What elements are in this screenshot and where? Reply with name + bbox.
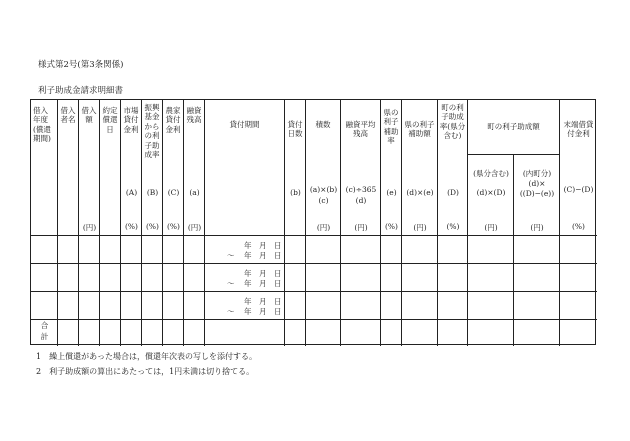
period-tilde: 〜 [227,307,235,316]
header-farm-rate: 農家貸付金利 [163,100,184,236]
total-cell [79,320,100,346]
header-town-rate: 町の利子助成率(県分含む) [438,100,468,236]
table-cell [438,264,468,292]
document-title: 利子助成金請求明細書 [38,86,124,96]
sym-dD: (d)×(D) [476,188,506,197]
table-cell [468,236,514,264]
unit-end-rate: (%) [572,222,585,231]
table-cell [560,236,597,264]
table-cell [79,292,100,320]
unit-market-rate: (%) [125,222,138,231]
table-cell [402,292,438,320]
sym-dtimes: (d)× [528,179,546,188]
table-cell [184,292,205,320]
table-cell [381,264,402,292]
total-cell [514,320,560,346]
period-tilde: 〜 [227,251,235,260]
table-cell [142,264,163,292]
table-cell [468,292,514,320]
table-cell [58,236,79,264]
table-cell [285,292,306,320]
table-cell [163,292,184,320]
table-cell [514,292,560,320]
total-cell [121,320,142,346]
table-cell [121,264,142,292]
town-sub-b-label: (内町分) [522,169,552,178]
header-days: 貸付日数 [285,100,306,236]
header-balance: 融資残高 [184,100,205,236]
unit-product: (円) [316,223,331,232]
unit-town-b: (円) [530,223,544,232]
table-cell [402,236,438,264]
total-cell [341,320,381,346]
period-start-date: 年 月 日 [244,241,282,250]
table-cell [381,292,402,320]
table-cell [79,236,100,264]
period-start-date: 年 月 日 [244,297,282,306]
table-cell [58,264,79,292]
table-cell [31,264,58,292]
form-number: 様式第2号(第3条関係) [38,60,124,70]
sym-e: (e) [386,188,397,197]
header-product: 積数 [306,100,341,236]
table-cell [402,264,438,292]
header-end-rate: 末端借貸付金利 [560,100,597,236]
sym-b: (b) [290,188,301,197]
unit-balance: (円) [187,223,202,232]
sym-CD: (C)−(D) [563,185,594,194]
note-1: 1 繰上償還があった場合は，償還年次表の写しを添付する。 [36,352,258,361]
table-cell [163,236,184,264]
header-borrower: 借入者名 [58,100,79,236]
table-cell [341,292,381,320]
total-cell [438,320,468,346]
table-cell [306,236,341,264]
sym-product-c: (c) [318,196,329,205]
table-cell [285,236,306,264]
period-tilde: 〜 [227,279,235,288]
total-cell [100,320,121,346]
sym-dDe: ((D)−(e)) [519,189,555,198]
table-cell [100,236,121,264]
total-cell [468,320,514,346]
unit-avg: (円) [354,223,368,232]
table-cell [438,236,468,264]
table-cell [514,264,560,292]
unit-town-a: (円) [484,223,498,232]
unit-pref-rate: (%) [385,222,398,231]
table-cell [31,236,58,264]
sym-de: (d)×(e) [406,188,434,197]
total-cell [142,320,163,346]
table-cell [468,264,514,292]
table-cell [341,264,381,292]
sym-A: (A) [125,188,138,197]
table-cell [79,264,100,292]
total-label: 合計 [40,321,49,341]
period-start-date: 年 月 日 [244,269,282,278]
table-cell [341,236,381,264]
total-cell [58,320,79,346]
sym-B: (B) [146,188,159,197]
sym-product: (a)×(b) [309,185,338,194]
table-cell [438,292,468,320]
header-pref-rate: 県の利子補助率 [381,100,402,236]
total-cell [560,320,597,346]
statement-table [30,99,596,345]
table-cell [285,264,306,292]
header-fund-rate: 振興基金からの利子助成率 [142,100,163,236]
table-cell [142,236,163,264]
table-cell [184,236,205,264]
header-period: 貸付期間 [205,100,285,236]
period-end-date: 年 月 日 [244,307,282,316]
table-cell [31,292,58,320]
total-cell [163,320,184,346]
sym-C: (C) [167,188,180,197]
unit-amount: (円) [82,223,97,232]
sym-avg: (c)÷365 [345,185,377,194]
sym-D: (D) [447,188,459,197]
sym-a: (a) [189,188,200,197]
table-cell [381,236,402,264]
header-town-amount: 町の利子助成額 [468,100,560,155]
unit-fund-rate: (%) [146,222,159,231]
unit-town-rate: (%) [446,222,460,231]
table-cell [306,292,341,320]
town-sub-a-label: (県分含む) [473,169,509,178]
total-cell [285,320,306,346]
table-cell [121,236,142,264]
total-cell [381,320,402,346]
period-end-date: 年 月 日 [244,251,282,260]
table-cell [560,264,597,292]
total-cell [184,320,205,346]
table-cell [58,292,79,320]
header-pref-amount: 県の利子補助額 [402,100,438,236]
header-avg-balance: 融資平均残高 [341,100,381,236]
sym-avg-d: (d) [355,196,367,205]
table-cell [163,264,184,292]
unit-pref-amount: (円) [413,223,427,232]
table-cell [560,292,597,320]
header-loan-year: 借入年度(償還期間) [31,100,58,236]
table-cell [184,264,205,292]
total-cell [402,320,438,346]
table-cell [306,264,341,292]
table-cell [121,292,142,320]
header-agreed-date: 約定償還日 [100,100,121,236]
table-cell [100,292,121,320]
total-cell [205,320,285,346]
header-amount: 借入額 [79,100,100,236]
table-cell [100,264,121,292]
table-cell [142,292,163,320]
unit-farm-rate: (%) [167,222,180,231]
table-cell [514,236,560,264]
note-2: 2 利子助成額の算出にあたっては，1円未満は切り捨てる。 [36,367,255,376]
total-cell [306,320,341,346]
period-end-date: 年 月 日 [244,279,282,288]
header-market-rate: 市場貸付金利 [121,100,142,236]
